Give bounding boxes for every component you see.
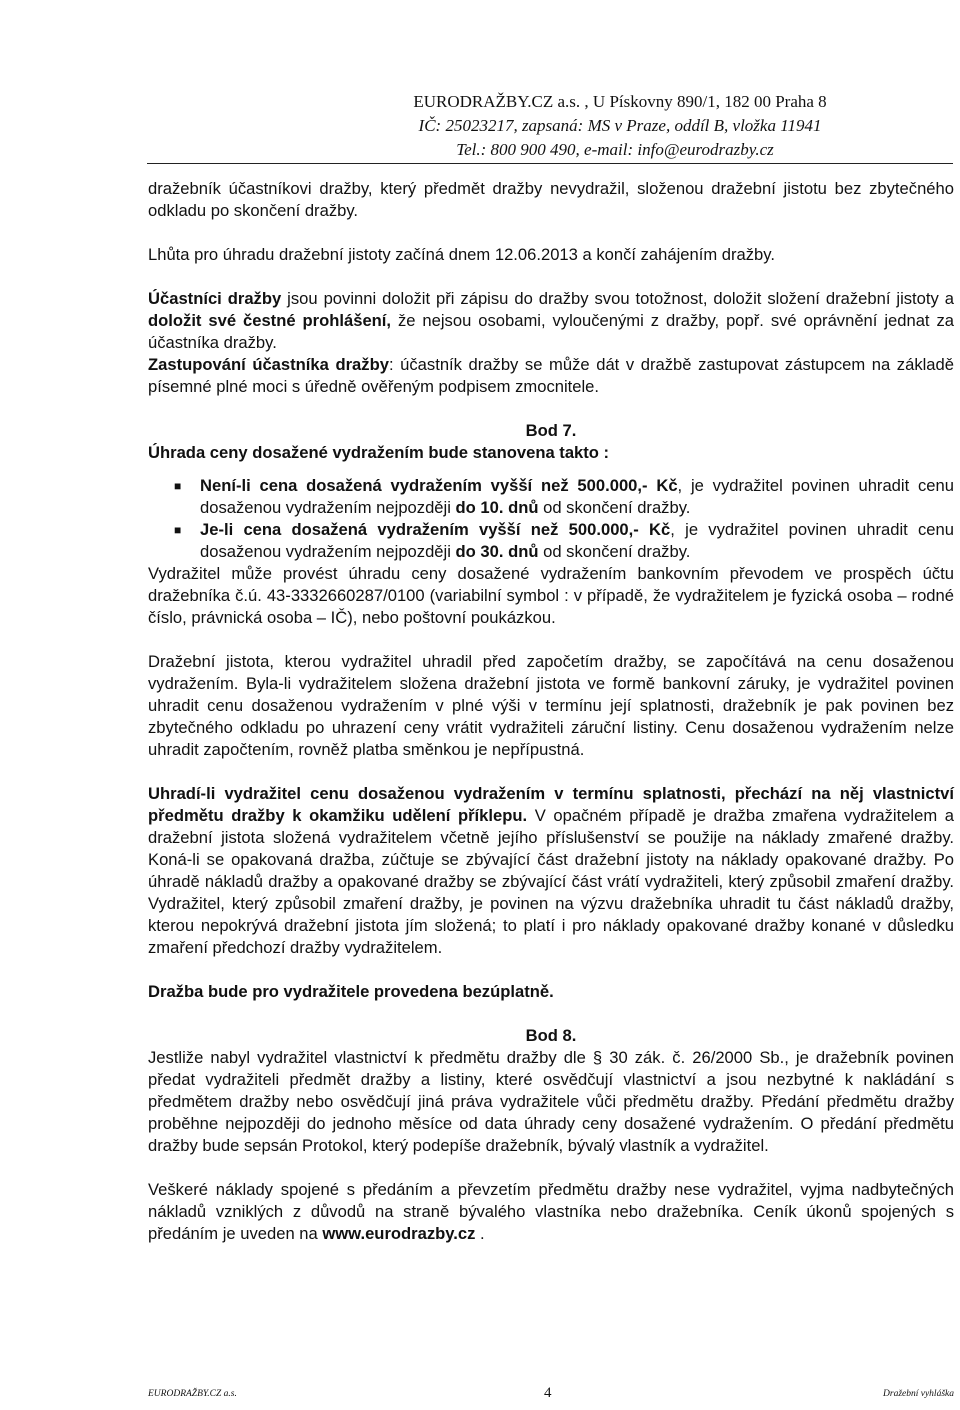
footer-company: EURODRAŽBY.CZ a.s. — [148, 1389, 237, 1399]
page-footer — [148, 1385, 954, 1409]
paragraph-deposit-offset: Dražební jistota, kterou vydražitel uhradil před započetím dražby, se započítává na cenu dosaženou vydražením. Byla-li vydražitelem složena dražební jistota ve formě bankovní záruky, je vydražitel povinen uhradit cenu dosaženou vydražením v plné výši v termínu její splatnosti, dražebník je pak povinen bez zbytečného odkladu po uhrazení ceny vrátit vydražiteli záruční listiny. Cenu dosaženou vydražením nelze uhradit započtením, rovněž platba směnkou je nepřípustná. — [148, 652, 954, 759]
paragraph-ownership-transfer: Uhradí-li vydražitel cenu dosaženou vydražením v termínu splatnosti, přechází na něj vlastnictví předmětu dražby k okamžiku udělení příklepu. V opačném případě je dražba zmařena vydražitelem a dražební jistota složená vydražitelem včetně jejího příslušenství se použije na náklady zmařené dražby. Koná-li se opakovaná dražba, zúčtuje se zbývající část dražební jistoty na náklady opakované dražby. Po úhradě nákladů dražby a opakované dražby se zbývající část vrátí vydražiteli, který způsobil zmaření dražby. Vydražitel, který způsobil zmaření dražby, je povinen na výzvu dražebníka uhradit tu část nákladů dražby, kterou nepokrývá dražební jistota jím složená; to platí i pro náklady opakované dražby konané v důsledku zmaření předchozí dražby vydražitelem. — [148, 784, 954, 957]
document-body — [148, 178, 954, 1245]
payment-terms-list — [148, 475, 954, 563]
list-item: ■ Není-li cena dosažená vydražením vyšší než 500.000,- Kč, je vydražitel povinen uhradit cenu dosaženou vydražením nejpozději do 10. dnů od skončení dražby. — [174, 476, 954, 517]
bullet-icon: ■ — [174, 479, 182, 493]
letterhead — [0, 90, 960, 162]
paragraph-representation: Zastupování účastníka dražby: účastník dražby se může dát v dražbě zastupovat zástupcem na základě písemné plné moci s úředně ověřeným podpisem zmocnitele. — [148, 355, 954, 396]
paragraph-free-of-charge: Dražba bude pro vydražitele provedena bezúplatně. — [148, 982, 554, 1001]
section-heading-bod8: Bod 8. — [525, 1026, 577, 1045]
paragraph-deposit-deadline: Lhůta pro úhradu dražební jistoty začíná dnem 12.06.2013 a končí zahájením dražby. — [148, 245, 775, 264]
section-heading-bod7: Bod 7. — [525, 421, 577, 440]
bullet-icon: ■ — [174, 523, 182, 537]
footer-document-title: Dražební vyhláška — [883, 1389, 954, 1399]
letterhead-divider — [147, 163, 953, 164]
website-link[interactable]: www.eurodrazby.cz — [322, 1224, 476, 1243]
paragraph-return-deposit: dražebník účastníkovi dražby, který předmět dražby nevydražil, složenou dražební jistotu bez zbytečného odkladu po skončení dražby. — [148, 179, 954, 220]
letterhead-contact: Tel.: 800 900 490, e-mail: info@eurodrazby.cz — [456, 140, 774, 159]
page-number: 4 — [544, 1385, 552, 1401]
list-item: ■ Je-li cena dosažená vydražením vyšší než 500.000,- Kč, je vydražitel povinen uhradit cenu dosaženou vydražením nejpozději do 30. dnů od skončení dražby. — [174, 520, 954, 561]
letterhead-registration: IČ: 25023217, zapsaná: MS v Praze, oddíl B, vložka 11941 — [418, 116, 822, 135]
section-subheading-payment: Úhrada ceny dosažené vydražením bude stanovena takto : — [148, 443, 610, 462]
letterhead-company: EURODRAŽBY.CZ a.s. , U Pískovny 890/1, 182 00 Praha 8 — [413, 92, 827, 111]
paragraph-handover-costs: Veškeré náklady spojené s předáním a převzetím předmětu dražby nese vydražitel, vyjma nadbytečných nákladů vzniklých z důvodů na straně bývalého vlastníka nebo dražebníka. Ceník úkonů spojených s předáním je uveden na www.eurodrazby.cz . — [148, 1180, 954, 1243]
paragraph-handover: Jestliže nabyl vydražitel vlastnictví k předmětu dražby dle § 30 zák. č. 26/2000 Sb., je dražebník povinen předat vydražiteli předmět dražby a listiny, které osvědčují vlastnictví a jsou nezbytné k nakládání s předmětem dražby nebo osvědčují jiná práva vydražitele vůči předmětu dražby. Předání předmětu dražby proběhne nejpozději do jednoho měsíce od data úhrady ceny dosažené vydražením. O předání předmětu dražby bude sepsán Protokol, který podepíše dražebník, bývalý vlastník a vydražitel. — [148, 1048, 954, 1155]
paragraph-payment-method: Vydražitel může provést úhradu ceny dosažené vydražením bankovním převodem ve prospěch účtu dražebníka č.ú. 43-3332660287/0100 (variabilní symbol : v případě, že vydražitelem je fyzická osoba – rodné číslo, právnická osoba – IČ), nebo poštovní poukázkou. — [148, 564, 954, 627]
paragraph-participants: Účastníci dražby jsou povinni doložit při zápisu do dražby svou totožnost, doložit složení dražební jistoty a doložit své čestné prohlášení, že nejsou osobami, vyloučenými z dražby, popř. své oprávnění jednat za účastníka dražby. — [148, 289, 954, 352]
